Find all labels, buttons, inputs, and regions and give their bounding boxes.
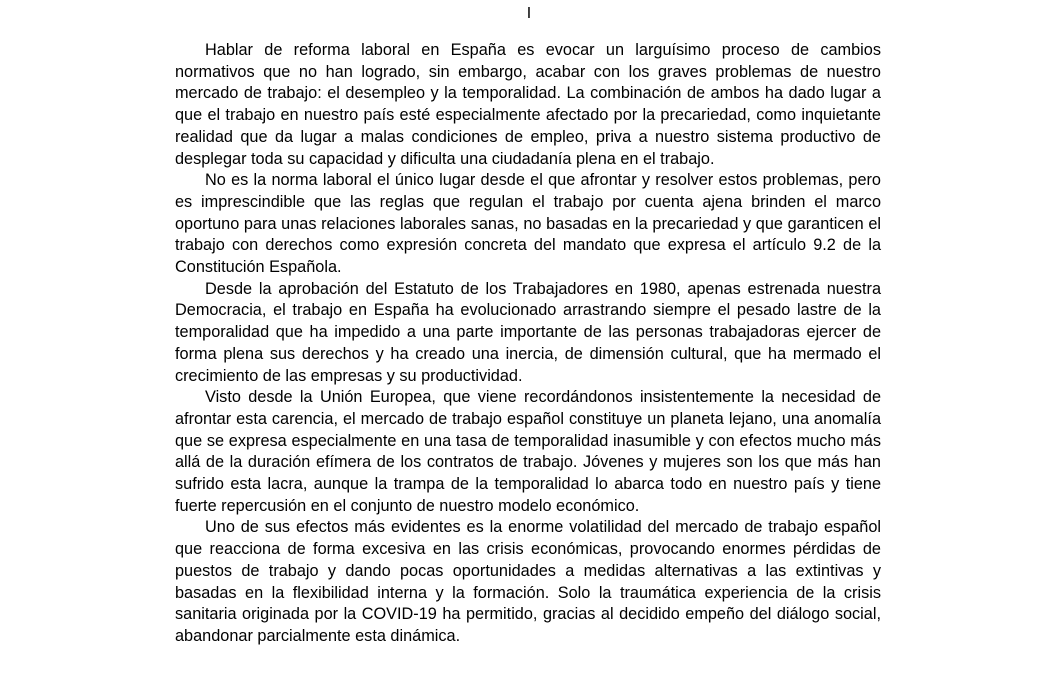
paragraph-2: No es la norma laboral el único lugar desde el que afrontar y resolver estos problemas, pero es imprescindible que las reglas que regulan el trabajo por cuenta ajena brinden el marco oportuno para unas relaciones laborales sanas, no basadas en la precariedad y que garanticen el trabajo con derechos como expresión concreta del mandato que expresa el artículo 9.2 de la Constitución Española. xyxy=(175,171,881,277)
body-text xyxy=(175,40,881,648)
paragraph-5: Uno de sus efectos más evidentes es la enorme volatilidad del mercado de trabajo español que reacciona de forma excesiva en las crisis económicas, provocando enormes pérdidas de puestos de trabajo y dando pocas oportunidades a medidas alternativas a las extintivas y basadas en la flexibilidad interna y la formación. Solo la traumática experiencia de la crisis sanitaria originada por la COVID-19 ha permitido, gracias al decidido empeño del diálogo social, abandonar parcialmente esta dinámica. xyxy=(175,518,881,645)
paragraph-1: Hablar de reforma laboral en España es evocar un larguísimo proceso de cambios normativos que no han logrado, sin embargo, acabar con los graves problemas de nuestro mercado de trabajo: el desempleo y la temporalidad. La combinación de ambos ha dado lugar a que el trabajo en nuestro país esté especialmente afectado por la precariedad, como inquietante realidad que da lugar a malas condiciones de empleo, priva a nuestro sistema productivo de desplegar toda su capacidad y dificulta una ciudadanía plena en el trabajo. xyxy=(175,41,881,168)
paragraph-4: Visto desde la Unión Europea, que viene recordándonos insistentemente la necesidad de afrontar esta carencia, el mercado de trabajo español constituye un planeta lejano, una anomalía que se expresa especialmente en una tasa de temporalidad inasumible y con efectos mucho más allá de la duración efímera de los contratos de trabajo. Jóvenes y mujeres son los que más han sufrido esta lacra, aunque la trampa de la temporalidad lo abarca todo en nuestro país y tiene fuerte repercusión en el conjunto de nuestro modelo económico. xyxy=(175,388,881,515)
section-number: I xyxy=(526,5,532,22)
paragraph-3: Desde la aprobación del Estatuto de los Trabajadores en 1980, apenas estrenada nuestra Democracia, el trabajo en España ha evolucionado arrastrando siempre el pesado lastre de la temporalidad que ha impedido a una parte importante de las personas trabajadoras ejercer de forma plena sus derechos y ha creado una inercia, de dimensión cultural, que ha mermado el crecimiento de las empresas y su productividad. xyxy=(175,279,881,385)
